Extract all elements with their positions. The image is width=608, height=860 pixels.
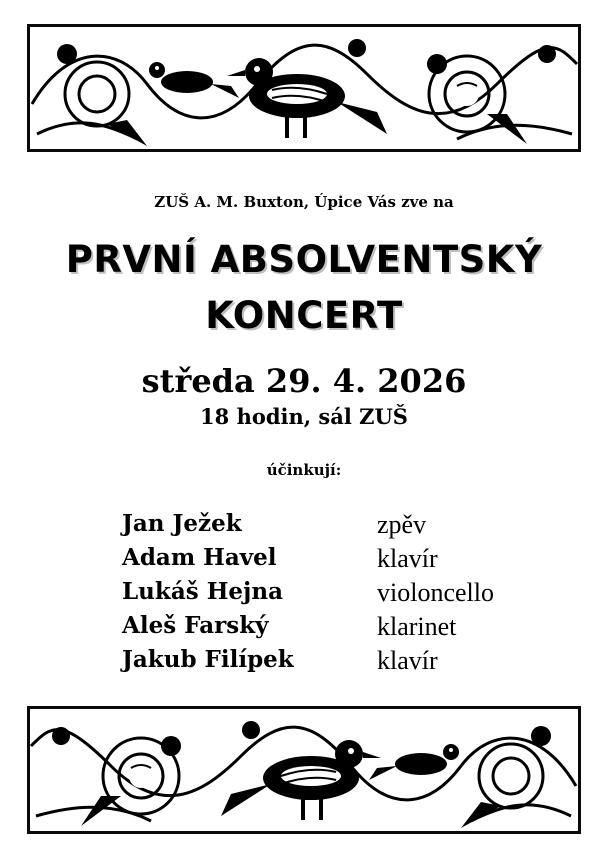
concert-title-line2: KONCERT xyxy=(205,294,403,337)
bird-floral-woodcut-illustration xyxy=(27,706,581,834)
concert-title-line1: PRVNÍ ABSOLVENTSKÝ xyxy=(65,238,543,281)
performer-instrument: klarinet xyxy=(377,612,457,641)
performer-row xyxy=(122,544,562,578)
performer-name: Jan Ježek xyxy=(122,510,242,537)
event-date: středa 29. 4. 2026 xyxy=(141,362,467,400)
performer-instrument: klavír xyxy=(377,646,438,675)
bird-floral-woodcut-illustration xyxy=(27,24,581,152)
top-ornament-banner xyxy=(27,24,581,152)
performer-name: Adam Havel xyxy=(122,544,277,571)
performers-list xyxy=(122,510,562,680)
performer-row xyxy=(122,612,562,646)
event-time-place: 18 hodin, sál ZUŠ xyxy=(200,404,408,429)
bottom-ornament-banner xyxy=(27,706,581,834)
performer-instrument: zpěv xyxy=(377,510,427,539)
performer-name: Aleš Farský xyxy=(122,612,269,639)
invitation-intro: ZUŠ A. M. Buxton, Úpice Vás zve na xyxy=(154,193,454,211)
performer-row xyxy=(122,646,562,680)
performer-name: Jakub Filípek xyxy=(122,646,294,673)
performers-heading: účinkují: xyxy=(266,461,342,479)
performer-instrument: violoncello xyxy=(377,578,494,607)
performer-row xyxy=(122,510,562,544)
performer-name: Lukáš Hejna xyxy=(122,578,283,605)
performer-row xyxy=(122,578,562,612)
performer-instrument: klavír xyxy=(377,544,438,573)
